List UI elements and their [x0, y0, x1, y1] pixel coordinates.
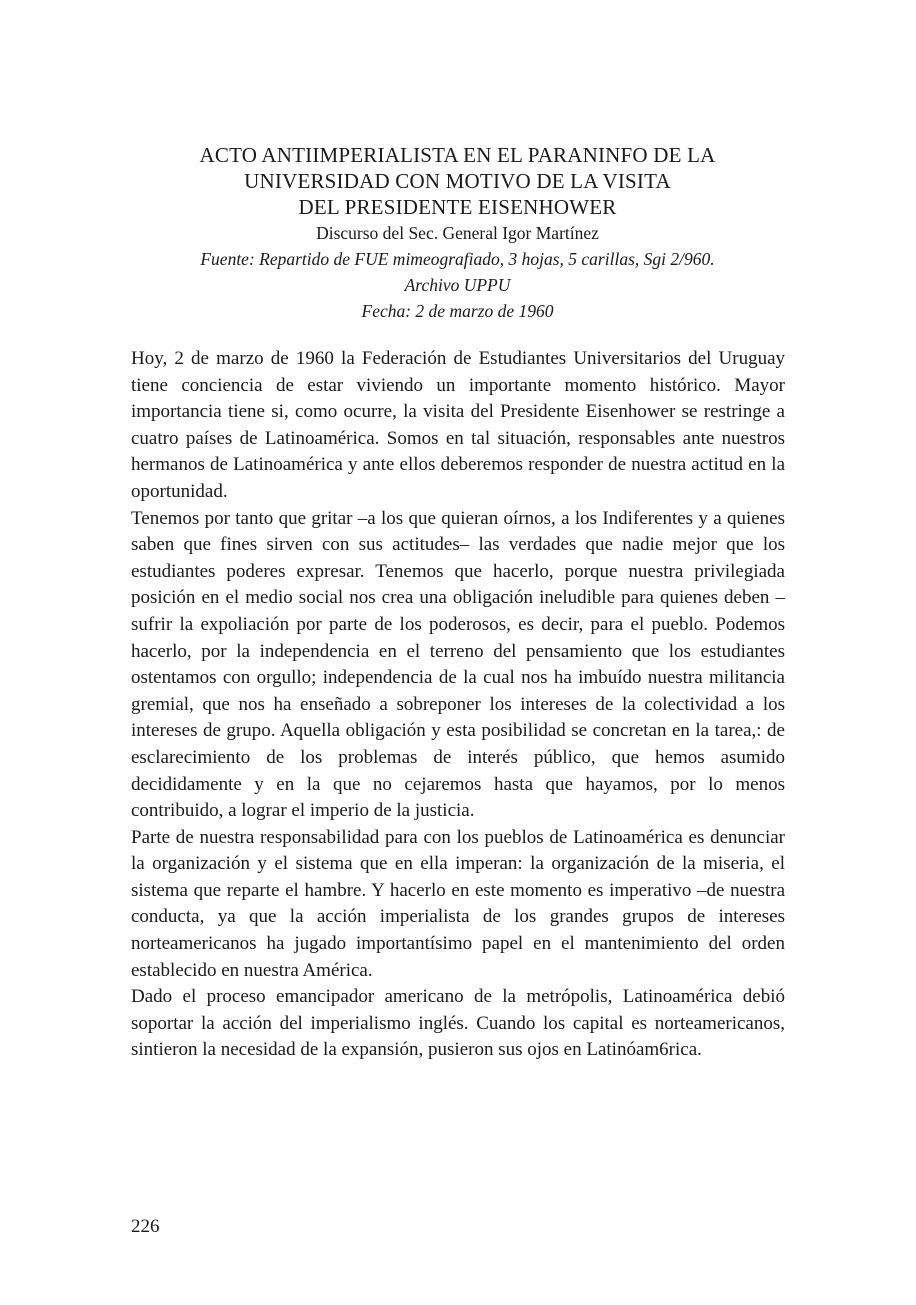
title-line-2: UNIVERSIDAD CON MOTIVO DE LA VISITA [244, 169, 671, 193]
document-date: Fecha: 2 de marzo de 1960 [361, 301, 554, 321]
page-number: 226 [131, 1216, 160, 1237]
paragraph-1: Hoy, 2 de marzo de 1960 la Federación de Estudiantes Universitarios del Uruguay tiene conciencia de estar viviendo un importante momento histórico. Mayor importancia tiene si, como ocurre, la visita del Presidente Eisenhower se restringe a cuatro países de Latinoamérica. Somos en tal situación, responsables ante nuestros hermanos de Latinoamérica y ante ellos deberemos responder de nuestra actitud en la oportunidad. [131, 348, 785, 502]
source-line-1: Fuente: Repartido de FUE mimeografiado, 3 hojas, 5 carillas, Sgi 2/960. [200, 249, 715, 269]
body-text [131, 346, 785, 1064]
title-line-3: DEL PRESIDENTE EISENHOWER [298, 195, 617, 219]
paragraph-4: Dado el proceso emancipador americano de la metrópolis, Latinoamérica debió soportar la acción del imperialismo inglés. Cuando los capital es norteamericanos, sintieron la necesidad de la expansión, pusieron sus ojos en Latinóam6rica. [131, 986, 785, 1061]
title-line-1: ACTO ANTIIMPERIALISTA EN EL PARANINFO DE LA [199, 143, 716, 167]
paragraph-2: Tenemos por tanto que gritar –a los que quieran oírnos, a los Indiferentes y a quienes saben que fines sirven con sus actitudes– las verdades que nadie mejor que los estudiantes poderes expresar. Tenemos que hacerlo, porque nuestra privilegiada posición en el medio social nos crea una obligación ineludible para quienes deben –sufrir la expoliación por parte de los poderosos, es decir, para el pueblo. Podemos hacerlo, por la independencia en el terreno del pensamiento que los estudiantes ostentamos con orgullo; independencia de la cual nos ha imbuído nuestra militancia gremial, que nos ha enseñado a sobreponer los intereses de la colectividad a los intereses de grupo. Aquella obligación y esta posibilidad se concretan en la tarea,: de esclarecimiento de los problemas de interés público, que hemos asumido decididamente y en la que no cejaremos hasta que hayamos, por lo menos contribuido, a lograr el imperio de la justicia. [131, 507, 785, 822]
document-header [130, 142, 785, 324]
source-line-2: Archivo UPPU [404, 275, 511, 295]
paragraph-3: Parte de nuestra responsabilidad para con los pueblos de Latinoamérica es denunciar la organización y el sistema que en ella imperan: la organización de la miseria, el sistema que reparte el hambre. Y hacerlo en este momento es imperativo –de nuestra conducta, ya que la acción imperialista de los grandes grupos de intereses norteamericanos ha jugado importantísimo papel en el mantenimiento del orden establecido en nuestra América. [131, 826, 785, 981]
speech-author: Discurso del Sec. General Igor Martínez [316, 223, 599, 243]
